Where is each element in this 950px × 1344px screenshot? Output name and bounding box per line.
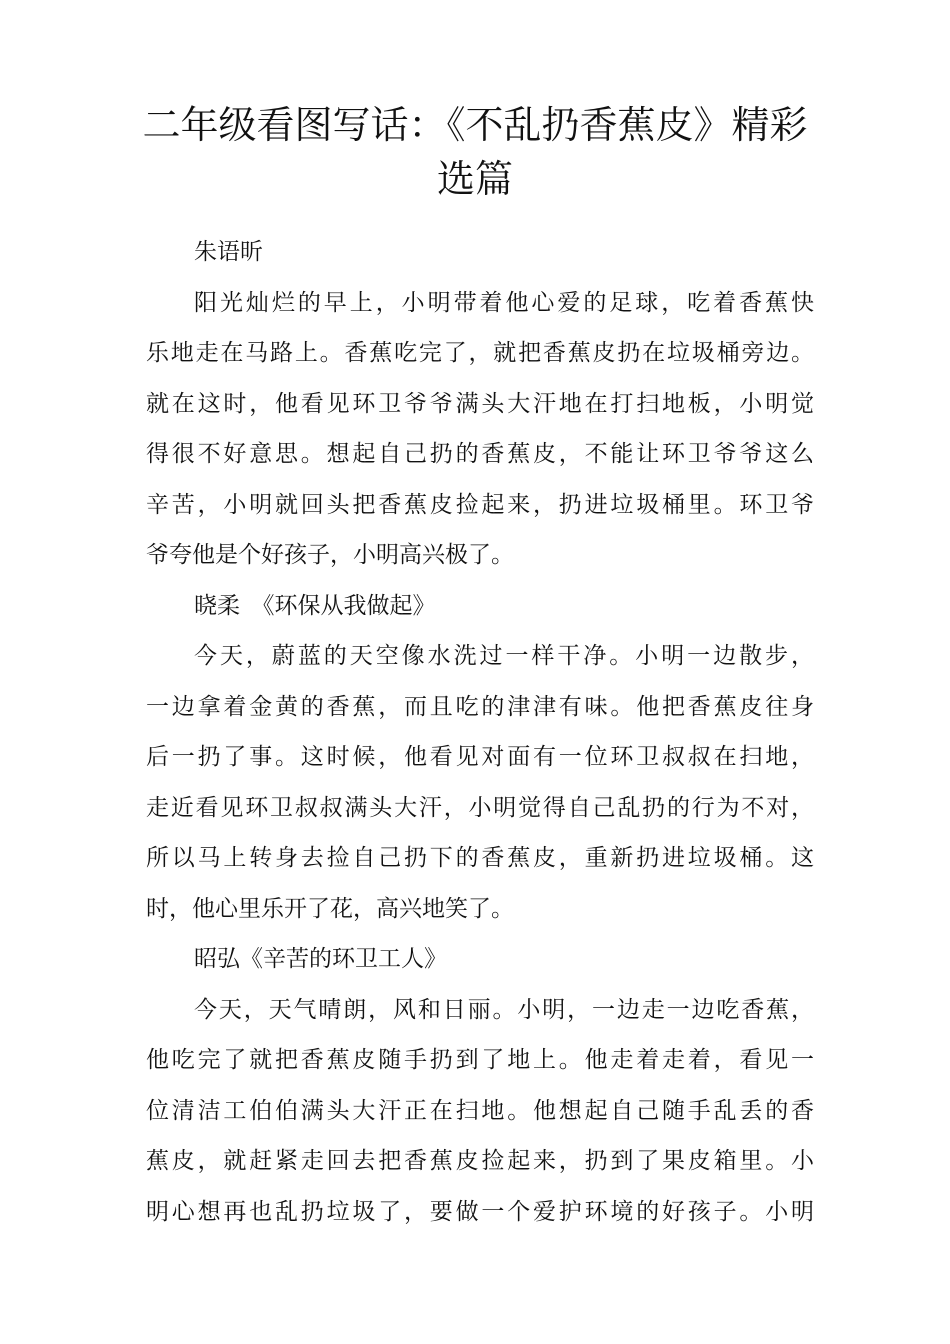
paragraph-line: 明心想再也乱扔垃圾了，要做一个爱护环境的好孩子。小明 bbox=[146, 1198, 814, 1225]
paragraph-line: 后一扔了事。这时候，他看见对面有一位环卫叔叔在扫地， bbox=[146, 744, 814, 770]
document-body bbox=[146, 227, 814, 1237]
paragraph-line: 今天，天气晴朗，风和日丽。小明，一边走一边吃香蕉， bbox=[194, 996, 814, 1023]
paragraph-line: 乐地走在马路上。香蕉吃完了，就把香蕉皮扔在垃圾桶旁边。 bbox=[146, 340, 814, 366]
paragraph-line: 一边拿着金黄的香蕉，而且吃的津津有味。他把香蕉皮往身 bbox=[146, 693, 814, 720]
byline: 昭弘《辛苦的环卫工人》 bbox=[194, 946, 447, 972]
paragraph-line: 他吃完了就把香蕉皮随手扔到了地上。他走着走着，看见一 bbox=[146, 1047, 814, 1073]
paragraph-line: 今天，蔚蓝的天空像水洗过一样干净。小明一边散步， bbox=[194, 643, 814, 669]
paragraph-line: 时，他心里乐开了花，高兴地笑了。 bbox=[146, 895, 514, 922]
byline: 朱语昕 bbox=[194, 239, 263, 265]
paragraph-line: 位清洁工伯伯满头大汗正在扫地。他想起自己随手乱丢的香 bbox=[146, 1097, 814, 1124]
paragraph-line: 阳光灿烂的早上，小明带着他心爱的足球，吃着香蕉快 bbox=[194, 289, 814, 316]
paragraph-line: 得很不好意思。想起自己扔的香蕉皮，不能让环卫爷爷这么 bbox=[146, 441, 814, 467]
paragraph-line: 走近看见环卫叔叔满头大汗，小明觉得自己乱扔的行为不对， bbox=[146, 794, 814, 821]
paragraph-line: 就在这时，他看见环卫爷爷满头大汗地在打扫地板，小明觉 bbox=[146, 390, 814, 417]
byline: 晓柔 《环保从我做起》 bbox=[194, 592, 436, 619]
paragraph-line: 蕉皮，就赶紧走回去把香蕉皮捡起来，扔到了果皮箱里。小 bbox=[146, 1148, 814, 1174]
paragraph-line: 所以马上转身去捡自己扔下的香蕉皮，重新扔进垃圾桶。这 bbox=[146, 845, 814, 871]
paragraph-line: 爷夸他是个好孩子，小明高兴极了。 bbox=[146, 542, 514, 568]
paragraph-line: 辛苦，小明就回头把香蕉皮捡起来，扔进垃圾桶里。环卫爷 bbox=[146, 491, 814, 518]
document-title: 二年级看图写话：《不乱扔香蕉皮》精彩选篇 bbox=[142, 103, 808, 201]
